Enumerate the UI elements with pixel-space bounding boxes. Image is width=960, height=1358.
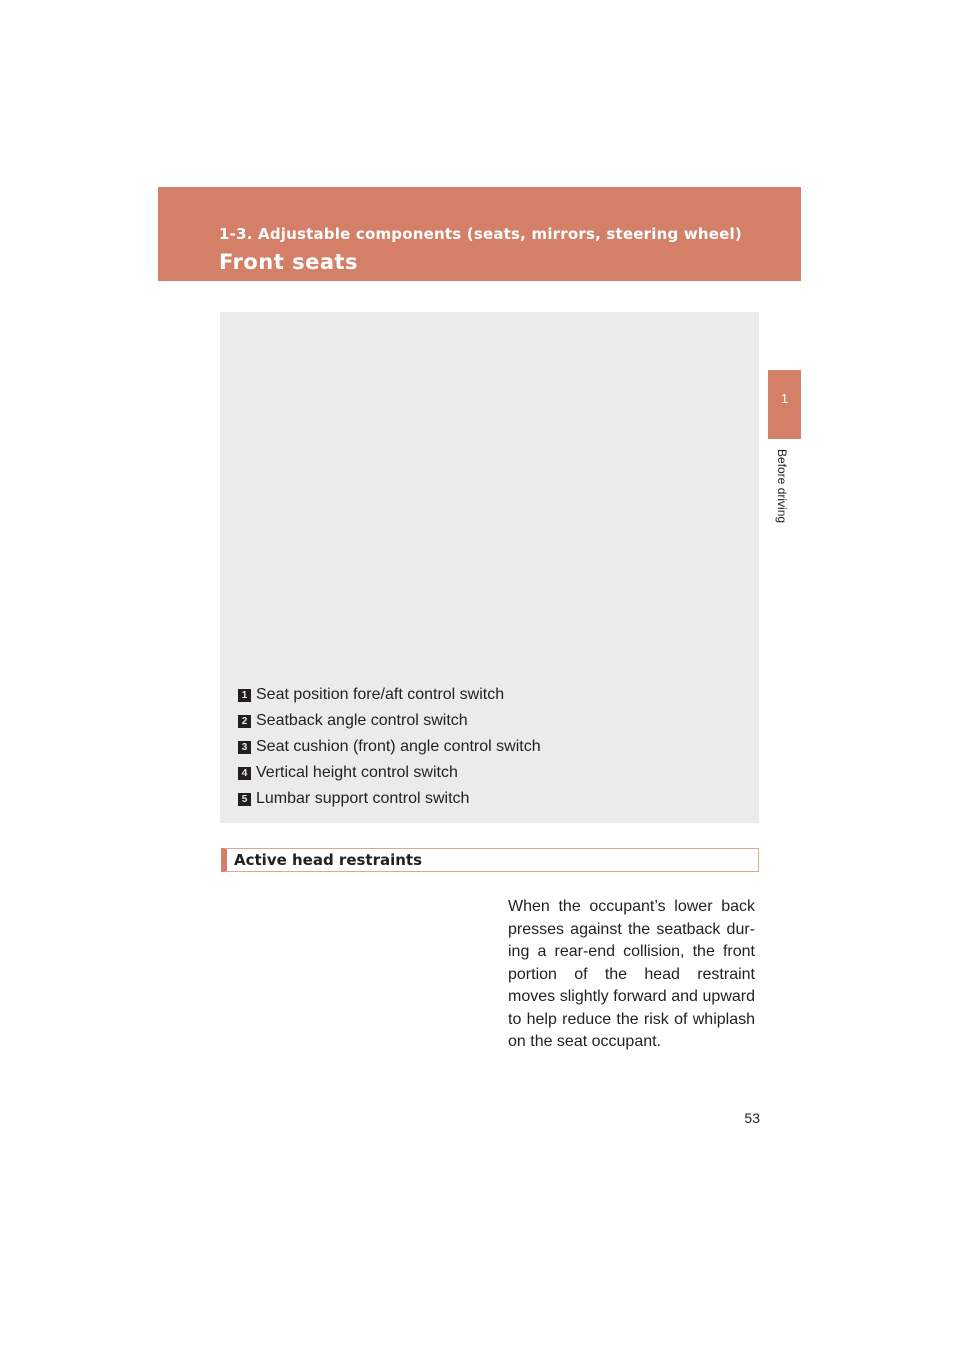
- header-band: [158, 187, 801, 281]
- legend-number-2: 2: [238, 715, 251, 728]
- legend-label: Seat position fore/aft control switch: [256, 686, 505, 703]
- seat-controls-figure: [220, 312, 759, 823]
- legend-label: Lumbar support control switch: [256, 790, 470, 807]
- legend-item: [238, 760, 541, 786]
- legend-item: [238, 708, 541, 734]
- legend-number-4: 4: [238, 767, 251, 780]
- section-body-text: When the occupant’s lower back presses against the seatback dur-ing a rear-end collision, the front portion of the head restraint moves slightly forward and upward to help reduce the risk of whiplash on the seat occupant.: [508, 898, 755, 1050]
- page-title: Front seats: [219, 250, 359, 274]
- legend-label: Seat cushion (front) angle control switch: [256, 738, 541, 755]
- legend-label: Seatback angle control switch: [256, 712, 468, 729]
- section-title: Active head restraints: [234, 851, 423, 869]
- chapter-tab: [768, 370, 801, 439]
- legend-number-3: 3: [238, 741, 251, 754]
- page-number: 53: [744, 1110, 760, 1126]
- chapter-number: 1: [780, 391, 789, 406]
- legend-number-1: 1: [238, 689, 251, 702]
- section-breadcrumb: 1-3. Adjustable components (seats, mirrors, steering wheel): [219, 225, 742, 243]
- section-heading-bar: [221, 848, 759, 872]
- chapter-label: Before driving: [775, 449, 789, 524]
- legend-item: [238, 682, 541, 708]
- figure-legend: [238, 682, 541, 812]
- legend-item: [238, 734, 541, 760]
- legend-label: Vertical height control switch: [256, 764, 458, 781]
- legend-number-5: 5: [238, 793, 251, 806]
- legend-item: [238, 786, 541, 812]
